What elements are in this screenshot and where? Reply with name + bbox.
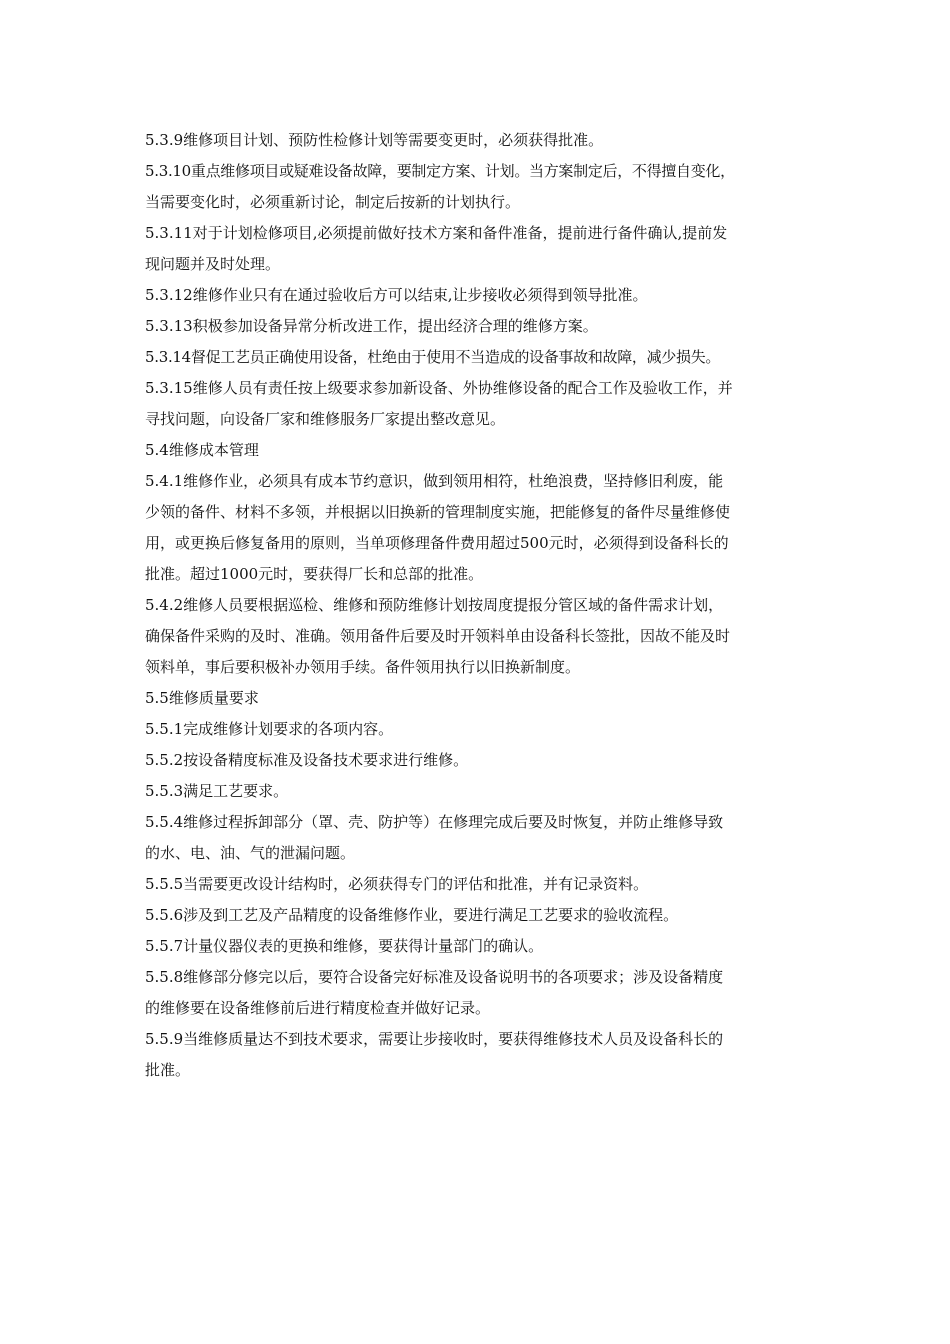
clause-5-3-10: 5.3.10重点维修项目或疑难设备故障，要制定方案、计划。当方案制定后，不得擅自变化， <box>145 162 735 180</box>
clause-5-5-1: 5.5.1完成维修计划要求的各项内容。 <box>145 720 394 738</box>
clause-5-5-9: 5.5.9当维修质量达不到技术要求，需要让步接收时，要获得维修技术人员及设备科长的 <box>145 1030 724 1048</box>
clause-5-5-9-cont: 批准。 <box>145 1061 191 1079</box>
section-heading-5-4: 5.4维修成本管理 <box>145 441 259 459</box>
clause-5-3-10-cont: 当需要变化时，必须重新讨论，制定后按新的计划执行。 <box>145 193 521 211</box>
clause-5-5-6: 5.5.6涉及到工艺及产品精度的设备维修作业，要进行满足工艺要求的验收流程。 <box>145 906 679 924</box>
clause-5-5-2: 5.5.2按设备精度标准及设备技术要求进行维修。 <box>145 751 469 769</box>
clause-5-3-12: 5.3.12维修作业只有在通过验收后方可以结束,让步接收必须得到领导批准。 <box>145 286 648 304</box>
clause-5-4-1-cont-2: 用，或更换后修复备用的原则，当单项修理备件费用超过500元时，必须得到设备科长的 <box>145 534 729 552</box>
clause-5-5-8-cont: 的维修要在设备维修前后进行精度检查并做好记录。 <box>145 999 491 1017</box>
clause-5-4-2-cont-1: 确保备件采购的及时、准确。领用备件后要及时开领料单由设备科长签批，因故不能及时 <box>145 627 731 645</box>
document-body <box>145 125 817 1086</box>
clause-5-5-3: 5.5.3满足工艺要求。 <box>145 782 289 800</box>
clause-5-3-15: 5.3.15维修人员有责任按上级要求参加新设备、外协维修设备的配合工作及验收工作，并 <box>145 379 733 397</box>
clause-5-3-14: 5.3.14督促工艺员正确使用设备，杜绝由于使用不当造成的设备事故和故障，减少损失。 <box>145 348 721 366</box>
clause-5-5-7: 5.5.7计量仪器仪表的更换和维修，要获得计量部门的确认。 <box>145 937 544 955</box>
clause-5-5-8: 5.5.8维修部分修完以后，要符合设备完好标准及设备说明书的各项要求；涉及设备精度 <box>145 968 724 986</box>
clause-5-4-1-cont-3: 批准。超过1000元时，要获得厂长和总部的批准。 <box>145 565 484 583</box>
clause-5-3-9: 5.3.9维修项目计划、预防性检修计划等需要变更时，必须获得批准。 <box>145 131 604 149</box>
section-heading-5-5: 5.5维修质量要求 <box>145 689 259 707</box>
clause-5-5-4-cont: 的水、电、油、气的泄漏问题。 <box>145 844 356 862</box>
clause-5-4-1-cont-1: 少领的备件、材料不多领，并根据以旧换新的管理制度实施，把能修复的备件尽量维修使 <box>145 503 731 521</box>
clause-5-4-2: 5.4.2维修人员要根据巡检、维修和预防维修计划按周度提报分管区域的备件需求计划， <box>145 596 724 614</box>
clause-5-5-5: 5.5.5当需要更改设计结构时，必须获得专门的评估和批准，并有记录资料。 <box>145 875 649 893</box>
clause-5-4-2-cont-2: 领料单，事后要积极补办领用手续。备件领用执行以旧换新制度。 <box>145 658 581 676</box>
clause-5-3-15-cont: 寻找问题，向设备厂家和维修服务厂家提出整改意见。 <box>145 410 506 428</box>
clause-5-3-11-cont: 现问题并及时处理。 <box>145 255 281 273</box>
clause-5-3-13: 5.3.13积极参加设备异常分析改进工作，提出经济合理的维修方案。 <box>145 317 598 335</box>
clause-5-3-11: 5.3.11对于计划检修项目,必须提前做好技术方案和备件准备，提前进行备件确认,提前发 <box>145 224 728 242</box>
clause-5-4-1: 5.4.1维修作业，必须具有成本节约意识，做到领用相符，杜绝浪费，坚持修旧利废，能 <box>145 472 724 490</box>
clause-5-5-4: 5.5.4维修过程拆卸部分（罩、壳、防护等）在修理完成后要及时恢复，并防止维修导致 <box>145 813 724 831</box>
